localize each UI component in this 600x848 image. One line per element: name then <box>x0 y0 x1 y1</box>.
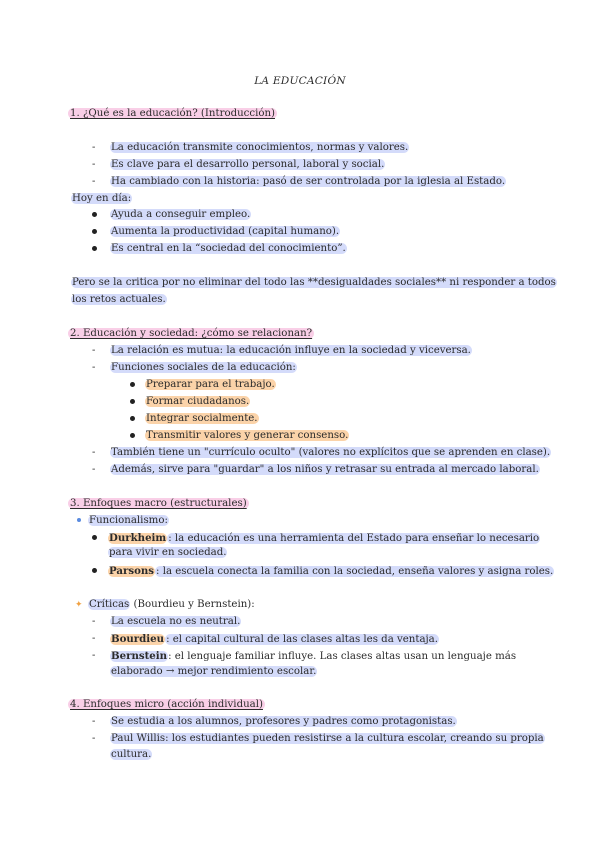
s2-item-3: También tiene un "currículo oculto" (valores no explícitos que se aprenden en clase). <box>111 447 551 458</box>
s2-item-2: Funciones sociales de la educación: <box>111 362 296 373</box>
s2-item-1: La relación es mutua: la educación influye en la sociedad y viceversa. <box>111 345 471 356</box>
bullet-dot <box>92 212 97 217</box>
section-3-heading: 3. Enfoques macro (estructurales) <box>70 498 247 509</box>
bullet-dot <box>92 229 97 234</box>
dash-marker: - <box>92 159 96 170</box>
s2-function-2: Formar ciudadanos. <box>146 396 250 407</box>
dash-marker: - <box>92 176 96 187</box>
s1-bullet-3: Es central en la “sociedad del conocimiento”. <box>111 243 346 254</box>
s4-item-1: Se estudia a los alumnos, profesores y padres como protagonistas. <box>111 716 456 727</box>
dash-marker: - <box>92 633 96 644</box>
bullet-dot <box>92 246 97 251</box>
s4-item-2-line-2: cultura. <box>111 749 152 760</box>
s2-function-3: Integrar socialmente. <box>146 413 258 424</box>
dash-marker: - <box>92 142 96 153</box>
dash-marker: - <box>92 362 96 373</box>
section-2-heading: 2. Educación y sociedad: ¿cómo se relacionan? <box>70 328 313 339</box>
dash-marker: - <box>92 345 96 356</box>
s3-bernstein-line-1: Bernstein: el lenguaje familiar influye. Las clases altas usan un lenguaje más <box>111 650 517 662</box>
bullet-dot <box>130 382 135 387</box>
s1-item-1: La educación transmite conocimientos, normas y valores. <box>111 142 409 153</box>
s3-funcionalismo-label: Funcionalismo: <box>89 515 168 526</box>
s1-pero-line-1: Pero se la critica por no eliminar del todo las **desigualdades sociales** ni responder a todos <box>72 277 556 288</box>
bullet-dot <box>92 535 97 540</box>
s3-criticas-label: Críticas (Bourdieu y Bernstein): <box>89 599 255 610</box>
dash-marker: - <box>92 716 96 727</box>
dash-marker: - <box>92 464 96 475</box>
s3-durkheim-line-2: para vivir en sociedad. <box>109 547 227 558</box>
s1-item-3: Ha cambiado con la historia: pasó de ser controlada por la iglesia al Estado. <box>111 176 506 187</box>
s4-item-2-line-1: Paul Willis: los estudiantes pueden resistirse a la cultura escolar, creando su propia <box>111 733 544 744</box>
section-4-heading: 4. Enfoques micro (acción individual) <box>70 699 263 710</box>
dash-marker: - <box>92 733 96 744</box>
s2-function-4: Transmitir valores y generar consenso. <box>146 430 349 441</box>
s1-hoy-label: Hoy en día: <box>72 193 132 204</box>
s3-critica-1: La escuela no es neutral. <box>111 616 241 627</box>
orange-star-icon: ✦ <box>75 600 83 610</box>
s3-bourdieu-line: Bourdieu : el capital cultural de las clases altas les da ventaja. <box>111 633 438 645</box>
document-title: LA EDUCACIÓN <box>254 75 346 87</box>
s2-function-1: Preparar para el trabajo. <box>146 379 275 390</box>
s1-item-2: Es clave para el desarrollo personal, laboral y social. <box>111 159 385 170</box>
s1-bullet-2: Aumenta la productividad (capital humano). <box>111 226 340 237</box>
dash-marker: - <box>92 447 96 458</box>
section-1-heading: 1. ¿Qué es la educación? (Introducción) <box>70 108 275 119</box>
s3-parsons-line: Parsons : la escuela conecta la familia con la sociedad, enseña valores y asigna roles. <box>109 565 554 577</box>
s3-durkheim-line-1: Durkheim : la educación es una herramienta del Estado para enseñar lo necesario <box>109 532 540 544</box>
s1-bullet-1: Ayuda a conseguir empleo. <box>111 209 251 220</box>
bullet-dot <box>130 416 135 421</box>
bullet-dot <box>92 568 97 573</box>
bullet-dot-blue <box>77 518 81 522</box>
s1-pero-line-2: los retos actuales. <box>72 294 166 305</box>
s3-bernstein-line-2: elaborado → mejor rendimiento escolar. <box>111 666 317 677</box>
bullet-dot <box>130 433 135 438</box>
bullet-dot <box>130 399 135 404</box>
dash-marker: - <box>92 616 96 627</box>
s2-item-4: Además, sirve para "guardar" a los niños y retrasar su entrada al mercado laboral. <box>111 464 539 475</box>
dash-marker: - <box>92 650 96 661</box>
